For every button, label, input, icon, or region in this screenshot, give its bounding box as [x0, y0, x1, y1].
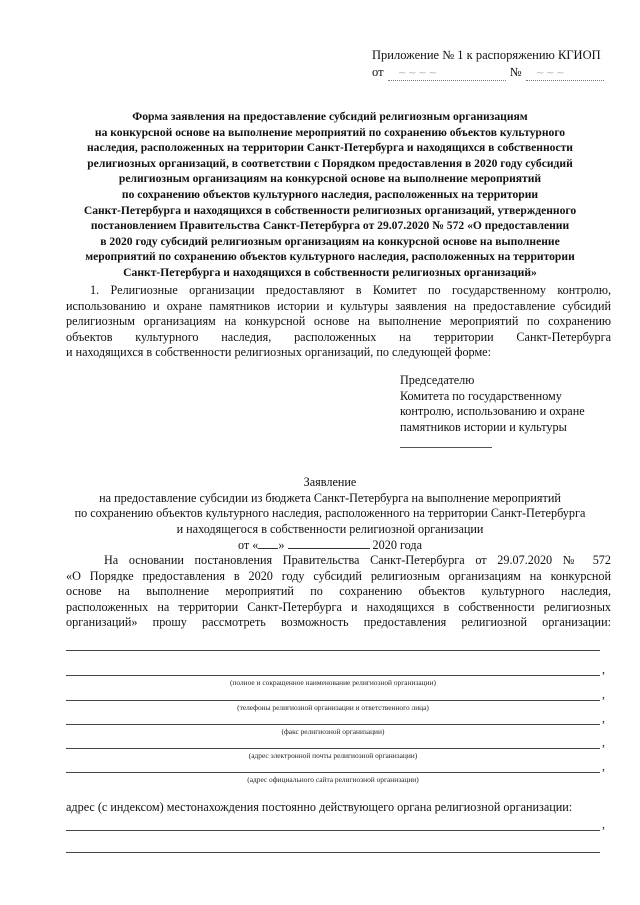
- website-line[interactable]: [66, 772, 600, 773]
- paragraph-1: [66, 283, 611, 361]
- comma-mark: ,: [602, 735, 605, 749]
- paragraph-line: расположенных на территории Санкт-Петербурга и находящихся в собственности религиозных: [66, 599, 611, 614]
- handwritten-date: ~~~~: [397, 66, 439, 79]
- handwritten-number: ~~~: [535, 66, 567, 79]
- address-line-1[interactable]: [66, 830, 600, 831]
- addressee-block: [400, 373, 585, 448]
- appendix-header: [372, 47, 604, 81]
- address-line-2[interactable]: [66, 852, 600, 853]
- title-line: постановлением Правительства Санкт-Петербурга от 29.07.2020 № 572 «О предоставлении: [90, 219, 570, 233]
- addressee-line: памятников истории и культуры: [400, 419, 567, 434]
- paragraph-line: и находящихся в собственности религиозных организаций, по следующей форме:: [66, 345, 491, 360]
- paragraph-line: религиозным организациям на конкурсной основе на выполнение мероприятий по сохранению: [66, 314, 611, 329]
- phones-line[interactable]: [66, 700, 600, 701]
- phones-caption: (телефоны религиозной организации и ответственного лица): [237, 703, 429, 712]
- title-line: Форма заявления на предоставление субсидий религиозным организациям: [132, 110, 528, 123]
- comma-mark: ,: [602, 817, 605, 831]
- date-field: [388, 68, 506, 81]
- paragraph-line: использованию и охране памятников истории и культуры заявления на предоставление субсидий: [66, 298, 611, 313]
- date-mid: »: [278, 538, 285, 553]
- date-prefix: от «: [237, 538, 259, 553]
- addressee-name-line[interactable]: [400, 447, 492, 448]
- org-name-caption: (полное и сокращенное наименование религиозной организации): [229, 678, 437, 687]
- month-blank[interactable]: [288, 537, 370, 549]
- statement-line: и находящегося в собственности религиозной организации: [176, 521, 484, 536]
- paragraph-line: «О Порядке предоставления в 2020 году субсидий религиозным организациям на конкурсной: [66, 568, 611, 583]
- comma-mark: ,: [602, 759, 605, 773]
- comma-mark: ,: [602, 711, 605, 725]
- comma-mark: ,: [602, 662, 605, 676]
- website-caption: (адрес официального сайта религиозной организации): [247, 775, 419, 784]
- address-label: адрес (с индексом) местонахождения постоянно действующего органа религиозной организации:: [66, 800, 573, 814]
- document-title: [60, 109, 600, 281]
- paragraph-line: объектов культурного наследия, расположенных на территории Санкт-Петербурга: [66, 329, 611, 344]
- paragraph-line: основе на выполнение мероприятий по сохранению объектов культурного наследия,: [66, 584, 611, 599]
- title-line: в 2020 году субсидий религиозным организациям на конкурсной основе на выполнение: [100, 234, 560, 248]
- title-line: Санкт-Петербурга и находящихся в собственности религиозных организаций»: [123, 265, 537, 279]
- addressee-line: Председателю: [400, 373, 475, 387]
- appendix-title: Приложение № 1 к распоряжению КГИОП: [372, 48, 601, 62]
- paragraph-line: 1. Религиозные организации предоставляют в Комитет по государственному контролю,: [90, 283, 611, 297]
- email-line[interactable]: [66, 748, 600, 749]
- addressee-line: Комитета по государственному: [400, 388, 562, 403]
- comma-mark: ,: [602, 687, 605, 701]
- title-line: на конкурсной основе на выполнение мероприятий по сохранению объектов культурного: [94, 125, 566, 139]
- statement-line: по сохранению объектов культурного наследия, расположенного на территории Санкт-Петербурга: [74, 506, 586, 521]
- number-label: №: [509, 65, 522, 79]
- title-line: по сохранению объектов культурного наследия, расположенных на территории: [121, 187, 539, 201]
- email-caption: (адрес электронной почты религиозной организации): [248, 751, 418, 760]
- statement-date-row: [60, 537, 600, 554]
- addressee-line: контролю, использованию и охране: [400, 404, 585, 419]
- date-suffix: 2020 года: [372, 538, 423, 553]
- paragraph-line: организаций» прошу рассмотреть возможность предоставления религиозной организации:: [66, 615, 611, 630]
- statement-heading: Заявление: [303, 475, 357, 489]
- from-label: от: [372, 65, 384, 79]
- appendix-date-number-row: [372, 64, 604, 81]
- title-line: религиозным организациям на конкурсной основе на выполнение мероприятий: [118, 172, 542, 186]
- statement-line: на предоставление субсидии из бюджета Санкт-Петербурга на выполнение мероприятий: [99, 490, 561, 505]
- number-field: [526, 68, 604, 81]
- fax-caption: (факс религиозной организации): [281, 727, 385, 736]
- fax-line[interactable]: [66, 724, 600, 725]
- title-line: религиозных организаций, в соответствии с Порядком предоставления в 2020 году субсидий: [87, 156, 573, 170]
- title-line: Санкт-Петербурга и находящихся в собственности религиозных организаций, утвержденного: [83, 203, 577, 217]
- paragraph-2: [66, 553, 611, 631]
- day-blank[interactable]: [258, 537, 278, 549]
- paragraph-line: На основании постановления Правительства Санкт-Петербурга от 29.07.2020 № 572: [104, 553, 611, 567]
- org-name-line-2[interactable]: [66, 675, 600, 676]
- statement-heading-block: [60, 475, 600, 554]
- title-line: наследия, расположенных на территории Санкт-Петербурга и находящихся в собственности: [87, 141, 573, 155]
- title-line: мероприятий по сохранению объектов культурного наследия, расположенных на территории: [85, 250, 575, 264]
- org-name-line-1[interactable]: [66, 650, 600, 651]
